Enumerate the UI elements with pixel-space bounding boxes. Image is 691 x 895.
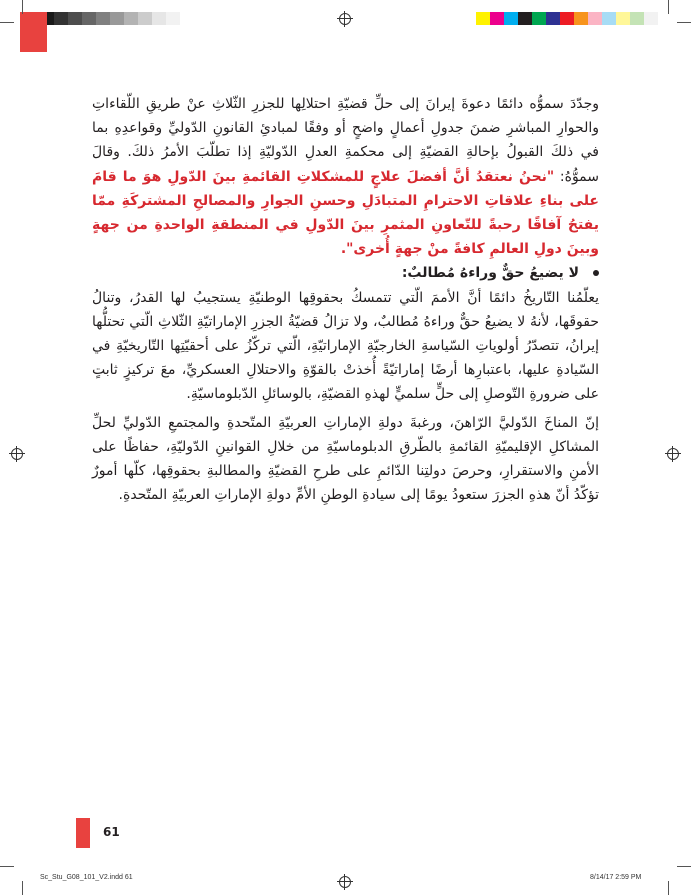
- crop-mark: [668, 881, 669, 895]
- registration-mark-icon: [667, 448, 679, 460]
- registration-mark-icon: [339, 13, 351, 25]
- color-swatch: [588, 12, 602, 25]
- color-swatch: [602, 12, 616, 25]
- footer-timestamp: 8/14/17 2:59 PM: [590, 874, 642, 881]
- section-heading: [92, 261, 599, 285]
- registration-mark-icon: [339, 876, 351, 888]
- color-swatch: [476, 12, 490, 25]
- color-swatch: [532, 12, 546, 25]
- crop-mark: [0, 22, 14, 23]
- gray-swatch: [82, 12, 96, 25]
- gray-swatch: [110, 12, 124, 25]
- gray-swatch: [152, 12, 166, 25]
- color-swatch: [616, 12, 630, 25]
- main-text: [92, 92, 599, 507]
- gray-swatch: [54, 12, 68, 25]
- gray-swatch: [138, 12, 152, 25]
- highlighted-quote: "نحنُ نعتقدُ أنَّ أفضلَ علاجٍ للمشكلاتِ القائمةِ بينَ الدّولِ هوَ ما قامَ على بناءِ علاقاتِ الاحترامِ المتبادَلِ وحسنِ الجوارِ والمصالحِ المشتركَةِ ممّا يفتحُ آفاقًا رحبةً للتّعاونِ المثمرِ بينَ الدّولِ في المنطقةِ الواحدةِ من جهةٍ وبينَ دولِ العالمِ كافةً منْ جهةٍ أُخرى".: [92, 168, 599, 258]
- color-swatch: [518, 12, 532, 25]
- color-swatch: [560, 12, 574, 25]
- section-heading-text: لا يضيعُ حقٌّ وراءهُ مُطالبٌ:: [401, 265, 579, 282]
- color-swatch: [574, 12, 588, 25]
- crop-mark: [22, 881, 23, 895]
- crop-mark: [677, 22, 691, 23]
- print-gray-calibration-bar: [40, 12, 180, 25]
- page-number-tab: [76, 818, 90, 848]
- paragraph-1-text: وجدّدَ سموُّه دائمًا دعوةَ إيرانَ إلى حلِّ قضيّةِ احتلالِها للجزرِ الثّلاثِ عنْ طريقِ اللّقاءاتِ والحوارِ المباشرِ ضمنَ جدولِ أعمالٍ واضحٍ أو وفقًا لمبادئِ القانونِ الدّوليِّ وقواعدِهِ بما في ذلكَ القبولُ بإحالةِ القضيّةِ إلى محكمةِ العدلِ الدّوليّةِ إذا تطلّبَ الأمرُ ذلكَ. وقالَ سموُّهُ:: [92, 96, 599, 185]
- color-swatch: [504, 12, 518, 25]
- gray-swatch: [96, 12, 110, 25]
- gray-swatch: [124, 12, 138, 25]
- gray-swatch: [68, 12, 82, 25]
- footer-file-name: Sc_Stu_G08_101_V2.indd 61: [40, 874, 133, 881]
- paragraph-1: [92, 92, 599, 261]
- paragraph-2: يعلّمُنا التّاريخُ دائمًا أنَّ الأممَ الّتي تتمسكُ بحقوقِها الوطنيّةِ يستجيبُ لها القدرُ، وتنالُ حقوقَها، لأنهُ لا يضيعُ حقٌّ وراءهُ مُطالبٌ، ولا تزالُ قضيّةُ الجزرِ الإماراتيّةِ الثّلاثِ الّتي تحتلُّها إيرانُ، تتصدّرُ أولوياتِ السّياسةِ الخارجيّةِ الإماراتيّةِ، الّتي تركّزُ على أحقيّتِها التّاريخيّةِ في السّيادةِ عليها، باعتبارِها أرضًا إماراتيّةً أُخذتْ بالقوّةِ والاحتلالِ العسكريِّ، معَ تركيزٍ ثابتٍ على ضرورةِ التّوصلِ إلى حلٍّ سلميٍّ لهذهِ القضيّةِ، بالوسائلِ الدّبلوماسيّةِ.: [92, 289, 599, 403]
- crop-mark: [0, 866, 14, 867]
- red-edge-tab-top: [20, 12, 47, 52]
- gray-swatch: [166, 12, 180, 25]
- page-number: 61: [103, 825, 120, 839]
- print-color-calibration-bar: [476, 12, 658, 25]
- crop-mark: [22, 0, 23, 14]
- crop-mark: [677, 866, 691, 867]
- bullet-icon: [593, 270, 599, 276]
- crop-mark: [668, 0, 669, 14]
- color-swatch: [630, 12, 644, 25]
- color-swatch: [644, 12, 658, 25]
- paragraph-3: إنّ المناخَ الدّوليَّ الرّاهنَ، ورغبةَ دولةِ الإماراتِ العربيّةِ المتّحدةِ والمجتمعِ الدّوليِّ لحلِّ المشاكلِ الإقليميّةِ القائمةِ بالطّرقِ الدبلوماسيّةِ من خلالِ القوانينِ الدّوليّةِ، حفاظًا على الأمنِ والاستقرارِ، وحرصَ دولتِنا الدّائمِ على طرحِ القضيّةِ والمطالبةِ بحقوقِها، كلّها أمورٌ تؤكّدُ أنّ هذهِ الجزرَ ستعودُ يومًا إلى سيادةِ الوطنِ الأمِّ دولةِ الإماراتِ العربيّةِ المتّحدةِ.: [92, 414, 599, 504]
- color-swatch: [546, 12, 560, 25]
- registration-mark-icon: [11, 448, 23, 460]
- color-swatch: [490, 12, 504, 25]
